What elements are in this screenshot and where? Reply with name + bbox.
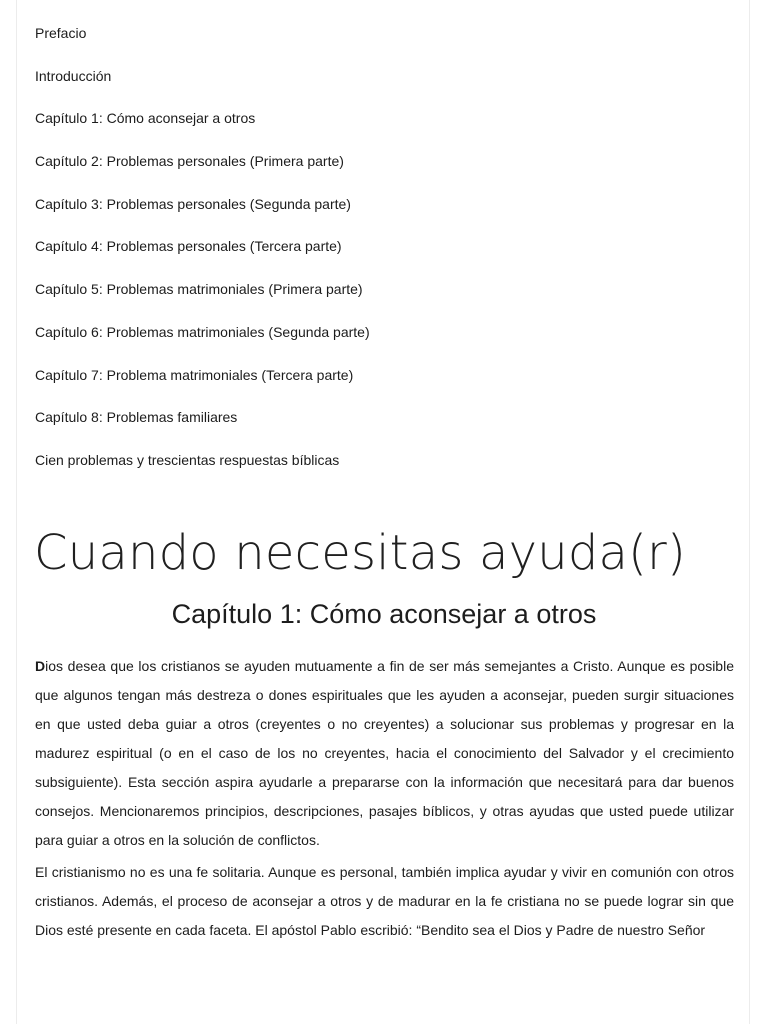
paragraph-initial-letter: D [35, 658, 46, 674]
toc-item-capitulo-7[interactable]: Capítulo 7: Problema matrimoniales (Tercera parte) [35, 366, 354, 383]
document-page [16, 0, 750, 1024]
toc-item-capitulo-6[interactable]: Capítulo 6: Problemas matrimoniales (Segunda parte) [35, 323, 370, 340]
table-of-contents [35, 22, 370, 492]
chapter-title: Capítulo 1: Cómo aconsejar a otros [171, 599, 597, 629]
toc-item-capitulo-3[interactable]: Capítulo 3: Problemas personales (Segunda parte) [35, 195, 351, 212]
toc-item-introduccion[interactable]: Introducción [35, 67, 112, 84]
paragraph-1-text: ios desea que los cristianos se ayuden mutuamente a fin de ser más semejantes a Cristo. Aunque es posible que algunos tengan más destreza o dones espirituales que les ayuden a aconsejar, pueden surgir situaciones en que usted deba guiar a otros (creyentes o no creyentes) a solucionar sus problemas y progresar en la madurez espiritual (o en el caso de los no creyentes, hacia el conocimiento del Salvador y el crecimiento subsiguiente). Esta sección aspira ayudarle a prepararse con la información que necesitará para dar buenos consejos. Mencionaremos principios, descripciones, pasajes bíblicos, y otras ayudas que usted puede utilizar para guiar a otros en la solución de conflictos. [35, 658, 734, 848]
toc-item-capitulo-8[interactable]: Capítulo 8: Problemas familiares [35, 409, 238, 426]
chapter-paragraph-2: El cristianismo no es una fe solitaria. Aunque es personal, también implica ayudar y vivir en comunión con otros cristianos. Además, el proceso de aconsejar a otros y de madurar en la fe cristiana no se puede lograr sin que Dios esté presente en cada faceta. El apóstol Pablo escribió: “Bendito sea el Dios y Padre de nuestro Señor [35, 864, 734, 938]
toc-item-capitulo-2[interactable]: Capítulo 2: Problemas personales (Primera parte) [35, 153, 344, 170]
toc-item-cien-problemas[interactable]: Cien problemas y trescientas respuestas bíblicas [35, 451, 340, 468]
chapter-paragraph-1 [35, 652, 734, 855]
book-title: Cuando necesitas ayuda(r) [34, 525, 686, 581]
toc-item-capitulo-5[interactable]: Capítulo 5: Problemas matrimoniales (Primera parte) [35, 281, 363, 298]
toc-item-capitulo-1[interactable]: Capítulo 1: Cómo aconsejar a otros [35, 110, 256, 127]
toc-item-capitulo-4[interactable]: Capítulo 4: Problemas personales (Tercera parte) [35, 238, 342, 255]
toc-item-prefacio[interactable]: Prefacio [35, 25, 87, 41]
